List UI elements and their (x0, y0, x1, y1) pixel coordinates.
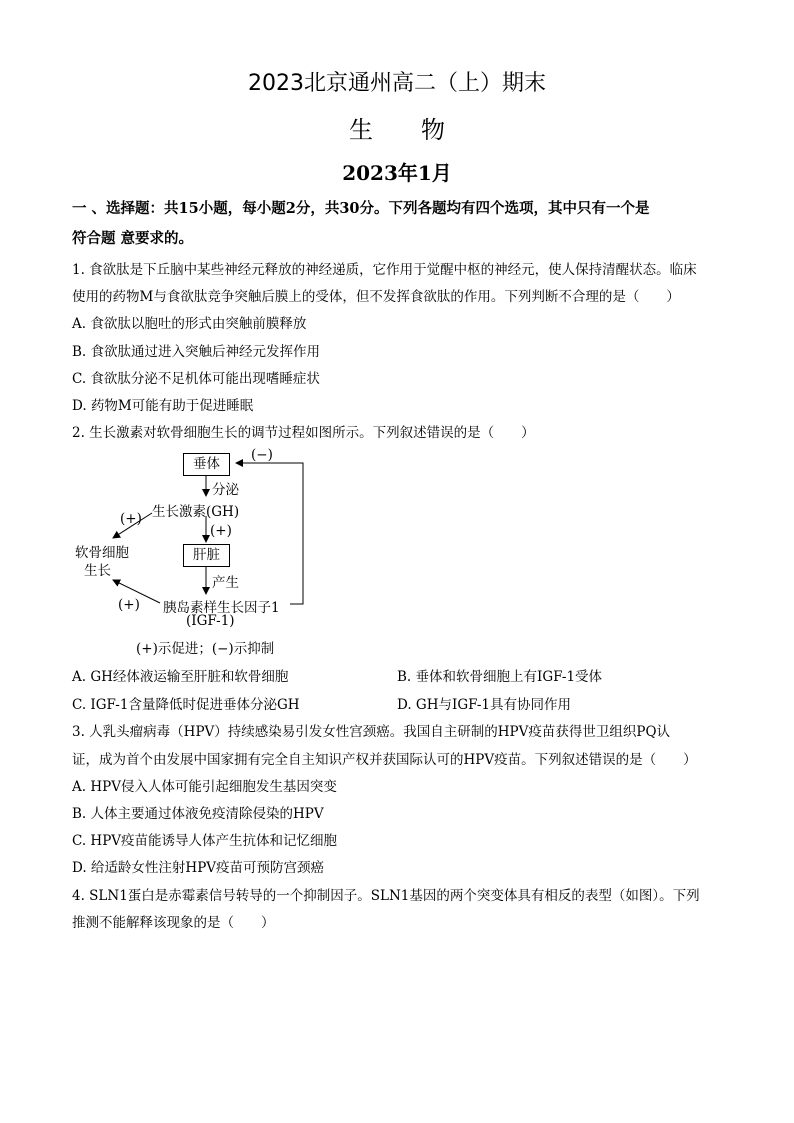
plus-gh-to-cartilage: (+) (120, 511, 142, 527)
q3-option-c: C. HPV疫苗能诱导人体产生抗体和记忆细胞 (72, 833, 338, 849)
minus-feedback: (−) (251, 447, 273, 463)
section-heading-line-2: 符合题 意要求的。 (72, 230, 194, 247)
q3-stem-line-1: 3. 人乳头瘤病毒（HPV）持续感染易引发女性宫颈癌。我国自主研制的HPV疫苗获得世卫组织PQ认 (72, 724, 671, 740)
section-heading-line-1: 一 、选择题：共15小题，每小题2分，共30分。下列各题均有四个选项，其中只有一个是 (72, 200, 650, 217)
q1-option-d: D. 药物M可能有助于促进睡眠 (72, 398, 254, 414)
q3-option-a: A. HPV侵入人体可能引起细胞发生基因突变 (72, 779, 337, 795)
q4-stem-line-2: 推测不能解释该现象的是（ ） (72, 915, 275, 931)
gh-label: 生长激素(GH) (152, 504, 240, 520)
cartilage-label-line-2: 生长 (84, 563, 111, 579)
igf-label-line-1: 胰岛素样生长因子1 (163, 600, 280, 616)
igf-label-line-2: (IGF-1) (186, 613, 235, 629)
q1-option-c: C. 食欲肽分泌不足机体可能出现嗜睡症状 (72, 371, 320, 387)
subject-char-1: 生 (349, 116, 373, 144)
q1-option-b: B. 食欲肽通过进入突触后神经元发挥作用 (72, 344, 321, 360)
plus-igf-to-cartilage: (+) (118, 597, 140, 613)
q4-stem-line-1: 4. SLN1蛋白是赤霉素信号转导的一个抑制因子。SLN1基因的两个突变体具有相反的表型（如图）。下列 (72, 888, 700, 904)
liver-box: 肝脏 (183, 544, 230, 567)
arrow-igf-feedback (236, 463, 303, 604)
label-produce: 产生 (212, 575, 239, 591)
plus-gh-to-liver: (+) (210, 523, 232, 539)
q3-stem-line-2: 证，成为首个由发展中国家拥有完全自主知识产权并获国际认可的HPV疫苗。下列叙述错误的是（ ） (72, 752, 697, 768)
q3-option-d: D. 给适龄女性注射HPV疫苗可预防宫颈癌 (72, 860, 325, 876)
subject-char-2: 物 (421, 116, 445, 144)
q2-option-a: A. GH经体液运输至肝脏和软骨细胞 (72, 669, 289, 685)
q1-stem-line-2: 使用的药物M与食欲肽竞争突触后膜上的受体，但不发挥食欲肽的作用。下列判断不合理的是（ ） (72, 289, 680, 305)
label-secrete: 分泌 (212, 482, 239, 498)
exam-date: 2023年1月 (342, 161, 452, 185)
q2-stem: 2. 生长激素对软骨细胞生长的调节过程如图所示。下列叙述错误的是（ ） (72, 425, 535, 441)
page-title: 2023北京通州高二（上）期末 (248, 71, 546, 96)
q1-option-a: A. 食欲肽以胞吐的形式由突触前膜释放 (72, 316, 307, 332)
pituitary-box: 垂体 (183, 453, 230, 476)
q1-stem-line-1: 1. 食欲肽是下丘脑中某些神经元释放的神经递质，它作用于觉醒中枢的神经元，使人保持清醒状态。临床 (72, 262, 697, 278)
q2-option-b: B. 垂体和软骨细胞上有IGF-1受体 (397, 669, 603, 685)
q2-option-d: D. GH与IGF-1具有协同作用 (397, 697, 572, 713)
q2-option-c: C. IGF-1含量降低时促进垂体分泌GH (72, 697, 300, 713)
diagram-legend: (+)示促进；(−)示抑制 (136, 641, 275, 657)
cartilage-label-line-1: 软骨细胞 (75, 545, 129, 561)
q3-option-b: B. 人体主要通过体液免疫清除侵染的HPV (72, 806, 324, 822)
